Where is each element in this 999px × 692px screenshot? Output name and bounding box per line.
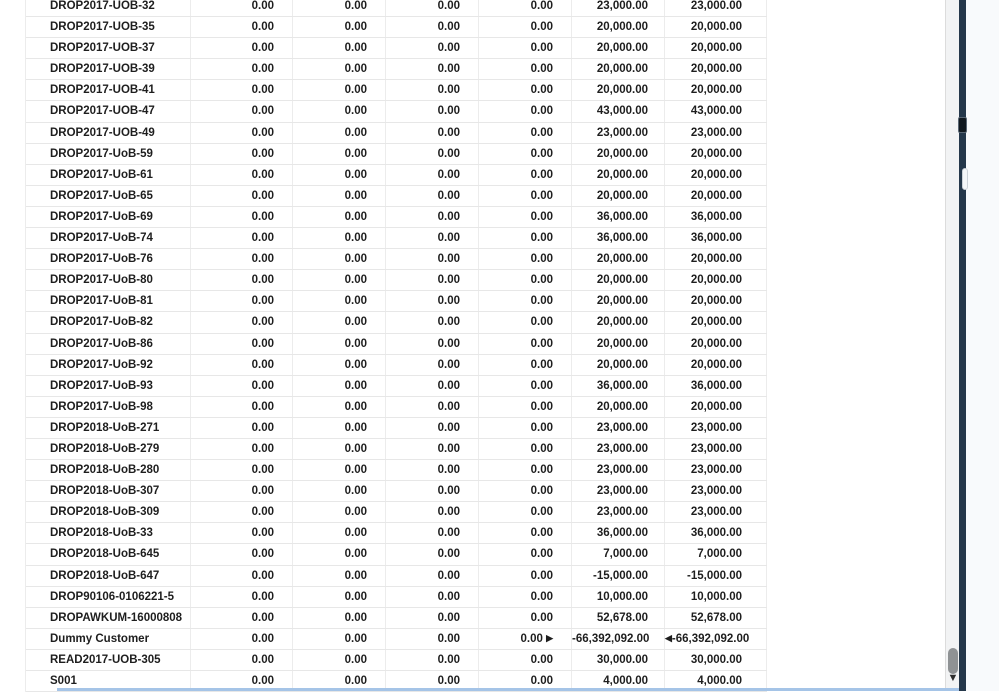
cell-value: 0.00 — [293, 671, 386, 691]
cell-value: 0.00 — [386, 608, 479, 628]
table-row[interactable] — [26, 291, 767, 312]
table-row[interactable] — [26, 101, 767, 122]
row-label: DROP2017-UoB-93 — [26, 376, 191, 396]
cell-value: 0.00 — [386, 123, 479, 143]
cell-value: 23,000.00 — [572, 418, 665, 438]
cell-value: 0.00 — [191, 17, 293, 37]
row-label: DROP2017-UOB-49 — [26, 123, 191, 143]
row-label: DROP2018-UoB-271 — [26, 418, 191, 438]
cell-value: 0.00 — [479, 186, 572, 206]
cell-value: 0.00 — [293, 291, 386, 311]
cell-value: 0.00 — [386, 376, 479, 396]
cell-value: 0.00 — [479, 0, 572, 16]
cell-value: 0.00 — [386, 671, 479, 691]
cell-value: 0.00 — [293, 80, 386, 100]
cell-value: 20,000.00 — [665, 249, 767, 269]
cell-value: 0.00 — [191, 80, 293, 100]
row-label: DROP2017-UOB-47 — [26, 101, 191, 121]
cell-value: 20,000.00 — [665, 17, 767, 37]
table-row[interactable] — [26, 650, 767, 671]
cell-value: 0.00 — [293, 38, 386, 58]
cell-value: 23,000.00 — [572, 439, 665, 459]
cell-value: 20,000.00 — [572, 249, 665, 269]
cell-value: 0.00 — [479, 418, 572, 438]
table-row[interactable] — [26, 629, 767, 650]
cell-value: 0.00 — [191, 481, 293, 501]
cell-value: 36,000.00 — [665, 376, 767, 396]
cell-value: 0.00 — [191, 502, 293, 522]
cell-value: 20,000.00 — [572, 17, 665, 37]
table-row[interactable] — [26, 334, 767, 355]
cell-value: 0.00 — [191, 439, 293, 459]
cell-value: 20,000.00 — [665, 144, 767, 164]
cell-value: 0.00 — [191, 165, 293, 185]
cell-value: 0.00 — [191, 334, 293, 354]
cell-value: -15,000.00 — [665, 566, 767, 586]
cell-value: 0.00 — [386, 460, 479, 480]
cell-value: 10,000.00 — [665, 587, 767, 607]
cell-value: 7,000.00 — [665, 544, 767, 564]
cell-value: 23,000.00 — [665, 123, 767, 143]
row-label: READ2017-UOB-305 — [26, 650, 191, 670]
cell-value: 20,000.00 — [665, 312, 767, 332]
cell-value: 0.00 — [293, 481, 386, 501]
cell-value: 0.00 — [191, 144, 293, 164]
cell-value: 0.00 — [386, 17, 479, 37]
row-label: DROP2017-UoB-69 — [26, 207, 191, 227]
cell-value: 0.00 — [293, 165, 386, 185]
row-label: DROP2017-UoB-74 — [26, 228, 191, 248]
table-row[interactable] — [26, 502, 767, 523]
cell-value: 52,678.00 — [665, 608, 767, 628]
cell-value: 0.00 — [479, 59, 572, 79]
table-row[interactable] — [26, 38, 767, 59]
cell-value: 0.00 — [293, 629, 386, 649]
table-row[interactable] — [26, 523, 767, 544]
scroll-down-icon[interactable]: ▼ — [947, 672, 959, 684]
row-label: S001 — [26, 671, 191, 691]
table-row[interactable] — [26, 186, 767, 207]
cell-value: 0.00 — [386, 544, 479, 564]
table-row[interactable] — [26, 439, 767, 460]
cell-value: 0.00 — [479, 608, 572, 628]
row-label: DROP2017-UoB-98 — [26, 397, 191, 417]
cell-value: 0.00 — [479, 38, 572, 58]
cell-value: 0.00 — [386, 439, 479, 459]
cell-value: 0.00 — [479, 566, 572, 586]
right-margin-strip — [966, 0, 999, 691]
cell-value: 23,000.00 — [665, 439, 767, 459]
table-row[interactable] — [26, 0, 767, 17]
cell-value: 7,000.00 — [572, 544, 665, 564]
table-row[interactable] — [26, 144, 767, 165]
cell-value: 0.00 — [191, 0, 293, 16]
table-row[interactable] — [26, 165, 767, 186]
cell-value: 0.00 — [386, 186, 479, 206]
row-label: DROP2017-UoB-82 — [26, 312, 191, 332]
cell-value: 20,000.00 — [665, 38, 767, 58]
cell-value: 20,000.00 — [665, 355, 767, 375]
cell-value: 0.00 — [479, 439, 572, 459]
cell-value: 23,000.00 — [665, 460, 767, 480]
table-row[interactable] — [26, 249, 767, 270]
cell-value: 0.00 — [479, 291, 572, 311]
cell-value: 23,000.00 — [572, 502, 665, 522]
outer-scrollbar[interactable] — [959, 0, 966, 691]
cell-value: 20,000.00 — [572, 59, 665, 79]
cell-value: 23,000.00 — [572, 0, 665, 16]
cell-value: 0.00 — [386, 650, 479, 670]
table-row[interactable] — [26, 587, 767, 608]
vertical-scrollbar[interactable] — [945, 0, 960, 691]
cell-value: 20,000.00 — [572, 80, 665, 100]
row-label: DROP2017-UOB-39 — [26, 59, 191, 79]
cell-value: 36,000.00 — [572, 523, 665, 543]
cell-value: 0.00 — [479, 397, 572, 417]
cell-value: 0.00 — [191, 207, 293, 227]
cell-value: 0.00 — [479, 270, 572, 290]
cell-value: 30,000.00 — [665, 650, 767, 670]
table-row[interactable] — [26, 481, 767, 502]
cell-value: 20,000.00 — [665, 291, 767, 311]
cell-value: 0.00 — [293, 270, 386, 290]
cell-value: 0.00 — [386, 59, 479, 79]
overflow-right-icon: ▶ — [546, 632, 553, 643]
row-label: DROP2017-UOB-35 — [26, 17, 191, 37]
cell-value: 36,000.00 — [665, 228, 767, 248]
row-label: DROP2017-UOB-32 — [26, 0, 191, 16]
cell-value: 0.00 — [293, 186, 386, 206]
row-label: DROP2018-UoB-309 — [26, 502, 191, 522]
cell-value: 0.00 — [191, 629, 293, 649]
table-row[interactable] — [26, 228, 767, 249]
table-row[interactable] — [26, 544, 767, 565]
cell-value: 23,000.00 — [665, 481, 767, 501]
cell-value: 20,000.00 — [572, 334, 665, 354]
row-label: DROP2017-UoB-65 — [26, 186, 191, 206]
cell-value: 0.00 — [386, 228, 479, 248]
table-row[interactable] — [26, 59, 767, 80]
cell-value: -66,392,092.00 — [572, 629, 665, 649]
cell-value: -15,000.00 — [572, 566, 665, 586]
cell-value: 0.00 — [191, 587, 293, 607]
cell-value: 0.00 — [479, 165, 572, 185]
cell-value: 0.00 — [293, 608, 386, 628]
cell-value: 0.00 — [293, 0, 386, 16]
cell-value: 0.00 — [191, 123, 293, 143]
cell-value: 0.00 — [386, 38, 479, 58]
cell-value: 0.00 — [191, 228, 293, 248]
table-row[interactable] — [26, 312, 767, 333]
cell-value: 0.00 — [386, 249, 479, 269]
row-label: Dummy Customer — [26, 629, 191, 649]
cell-value: 0.00 — [386, 502, 479, 522]
cell-value: 20,000.00 — [572, 186, 665, 206]
cell-value: 0.00 — [191, 671, 293, 691]
cell-value: 0.00 — [191, 566, 293, 586]
overflow-left-icon: ◀ — [665, 632, 672, 643]
cell-value: 0.00 ▶ — [479, 629, 572, 649]
cell-value: 0.00 — [293, 502, 386, 522]
cell-value: 0.00 — [191, 38, 293, 58]
cell-value: 0.00 — [293, 144, 386, 164]
cell-value: 23,000.00 — [665, 502, 767, 522]
cell-value: 10,000.00 — [572, 587, 665, 607]
table-row[interactable] — [26, 418, 767, 439]
table-row[interactable] — [26, 123, 767, 144]
cell-value: 0.00 — [386, 481, 479, 501]
cell-value: 36,000.00 — [572, 376, 665, 396]
cell-value: 0.00 — [479, 207, 572, 227]
cell-value: 0.00 — [191, 101, 293, 121]
cell-value: 0.00 — [191, 249, 293, 269]
table-row[interactable] — [26, 397, 767, 418]
cell-value: 4,000.00 — [665, 671, 767, 691]
cell-value: 0.00 — [293, 439, 386, 459]
row-label: DROP2018-UoB-280 — [26, 460, 191, 480]
cell-value: 20,000.00 — [665, 270, 767, 290]
row-label: DROP2018-UoB-307 — [26, 481, 191, 501]
cell-value: 0.00 — [293, 460, 386, 480]
cell-value: 0.00 — [293, 123, 386, 143]
row-label: DROP2018-UoB-279 — [26, 439, 191, 459]
row-label: DROP2018-UoB-645 — [26, 544, 191, 564]
cell-value: 20,000.00 — [572, 38, 665, 58]
cell-value: 0.00 — [293, 101, 386, 121]
cell-value: 0.00 — [293, 523, 386, 543]
cell-value: 43,000.00 — [572, 101, 665, 121]
row-label: DROP90106-0106221-5 — [26, 587, 191, 607]
cell-value: 0.00 — [479, 355, 572, 375]
row-label: DROP2017-UoB-86 — [26, 334, 191, 354]
cell-value: 4,000.00 — [572, 671, 665, 691]
cell-value: 20,000.00 — [665, 397, 767, 417]
cell-value: 0.00 — [386, 334, 479, 354]
cell-value: 0.00 — [479, 80, 572, 100]
cell-value: 0.00 — [293, 587, 386, 607]
cell-value: 0.00 — [191, 59, 293, 79]
cell-value: 0.00 — [386, 270, 479, 290]
row-label: DROP2017-UoB-61 — [26, 165, 191, 185]
cell-value: 20,000.00 — [572, 312, 665, 332]
table-row[interactable] — [26, 17, 767, 38]
cell-value: 20,000.00 — [572, 397, 665, 417]
cell-value: 0.00 — [386, 312, 479, 332]
cell-value: 0.00 — [293, 59, 386, 79]
outer-scrollbar-marker — [962, 168, 968, 190]
cell-value: 0.00 — [386, 523, 479, 543]
cell-value: 0.00 — [293, 650, 386, 670]
row-label: DROP2017-UoB-80 — [26, 270, 191, 290]
cell-value: 20,000.00 — [665, 59, 767, 79]
cell-value: 0.00 — [479, 523, 572, 543]
cell-value: 0.00 — [191, 608, 293, 628]
cell-value: 23,000.00 — [572, 460, 665, 480]
cell-value: 0.00 — [191, 544, 293, 564]
cell-value: 20,000.00 — [572, 291, 665, 311]
table-row[interactable] — [26, 270, 767, 291]
cell-value: 20,000.00 — [572, 355, 665, 375]
row-label: DROPAWKUM-16000808 — [26, 608, 191, 628]
cell-value: 0.00 — [293, 249, 386, 269]
cell-value: 20,000.00 — [572, 270, 665, 290]
row-label: DROP2017-UOB-37 — [26, 38, 191, 58]
cell-value: 0.00 — [293, 376, 386, 396]
table-row[interactable] — [26, 80, 767, 101]
cell-value: 0.00 — [293, 418, 386, 438]
cell-value: 0.00 — [479, 502, 572, 522]
cell-value: 0.00 — [191, 650, 293, 670]
cell-value: 0.00 — [191, 312, 293, 332]
cell-value: 0.00 — [293, 397, 386, 417]
cell-value: 30,000.00 — [572, 650, 665, 670]
cell-value: 0.00 — [386, 291, 479, 311]
cell-value: 23,000.00 — [665, 0, 767, 16]
table-row[interactable] — [26, 566, 767, 587]
cell-value: 0.00 — [386, 397, 479, 417]
cell-value: 0.00 — [293, 17, 386, 37]
cell-value: 36,000.00 — [572, 207, 665, 227]
row-label: DROP2018-UoB-647 — [26, 566, 191, 586]
cell-value: 0.00 — [191, 186, 293, 206]
cell-value: 0.00 — [191, 460, 293, 480]
cell-value: 0.00 — [293, 544, 386, 564]
cell-value: 0.00 — [386, 418, 479, 438]
table-row[interactable] — [26, 207, 767, 228]
cell-value: 43,000.00 — [665, 101, 767, 121]
row-label: DROP2017-UoB-81 — [26, 291, 191, 311]
cell-value: 36,000.00 — [665, 523, 767, 543]
cell-value: 0.00 — [479, 249, 572, 269]
cell-value: 0.00 — [191, 523, 293, 543]
cell-value: 0.00 — [386, 355, 479, 375]
row-label: DROP2017-UOB-41 — [26, 80, 191, 100]
cell-value: 0.00 — [293, 312, 386, 332]
cell-value: 0.00 — [293, 334, 386, 354]
cell-value: 0.00 — [479, 671, 572, 691]
cell-value: 0.00 — [293, 228, 386, 248]
cell-value: 0.00 — [386, 629, 479, 649]
table-row[interactable] — [26, 355, 767, 376]
cell-value: 23,000.00 — [665, 418, 767, 438]
cell-value: 0.00 — [191, 418, 293, 438]
cell-value: 0.00 — [386, 207, 479, 227]
cell-value: 23,000.00 — [572, 123, 665, 143]
cell-value: 0.00 — [479, 481, 572, 501]
cell-value: 0.00 — [386, 587, 479, 607]
cell-value: 0.00 — [479, 334, 572, 354]
cell-value: 0.00 — [479, 544, 572, 564]
cell-value: 0.00 — [191, 376, 293, 396]
cell-value: 20,000.00 — [665, 334, 767, 354]
cell-value: 0.00 — [479, 460, 572, 480]
cell-value: 0.00 — [191, 270, 293, 290]
cell-value: 0.00 — [386, 101, 479, 121]
row-label: DROP2017-UoB-76 — [26, 249, 191, 269]
cell-value: 36,000.00 — [665, 207, 767, 227]
cell-value: 0.00 — [191, 355, 293, 375]
cell-value: 0.00 — [293, 207, 386, 227]
row-label: DROP2017-UoB-92 — [26, 355, 191, 375]
cell-value: 0.00 — [386, 566, 479, 586]
cell-value: 0.00 — [191, 291, 293, 311]
cell-value: 0.00 — [479, 376, 572, 396]
cell-value: 0.00 — [479, 228, 572, 248]
cell-value: 20,000.00 — [572, 144, 665, 164]
cell-value: 23,000.00 — [572, 481, 665, 501]
cell-value: 20,000.00 — [665, 80, 767, 100]
cell-value: 20,000.00 — [665, 186, 767, 206]
outer-scrollbar-thumb[interactable] — [958, 117, 967, 133]
cell-value: 0.00 — [479, 587, 572, 607]
cell-value: 0.00 — [386, 144, 479, 164]
cell-value: 36,000.00 — [572, 228, 665, 248]
cell-value: 0.00 — [386, 165, 479, 185]
cell-value: 0.00 — [479, 650, 572, 670]
cell-value: 0.00 — [293, 566, 386, 586]
cell-value: 0.00 — [479, 123, 572, 143]
cell-value: 0.00 — [386, 0, 479, 16]
row-label: DROP2018-UoB-33 — [26, 523, 191, 543]
cell-value: 0.00 — [386, 80, 479, 100]
cell-value: 0.00 — [191, 397, 293, 417]
row-label: DROP2017-UoB-59 — [26, 144, 191, 164]
cell-value: 0.00 — [479, 312, 572, 332]
cell-value: 52,678.00 — [572, 608, 665, 628]
table-row[interactable] — [26, 608, 767, 629]
cell-value: 0.00 — [479, 17, 572, 37]
data-grid — [25, 0, 767, 692]
cell-value: 20,000.00 — [572, 165, 665, 185]
table-row[interactable] — [26, 460, 767, 481]
cell-value: 20,000.00 — [665, 165, 767, 185]
table-row[interactable] — [26, 376, 767, 397]
cell-value: 0.00 — [479, 101, 572, 121]
cell-value: 0.00 — [479, 144, 572, 164]
cell-value: 0.00 — [293, 355, 386, 375]
cell-value: ◀-66,392,092.00 — [665, 629, 767, 649]
